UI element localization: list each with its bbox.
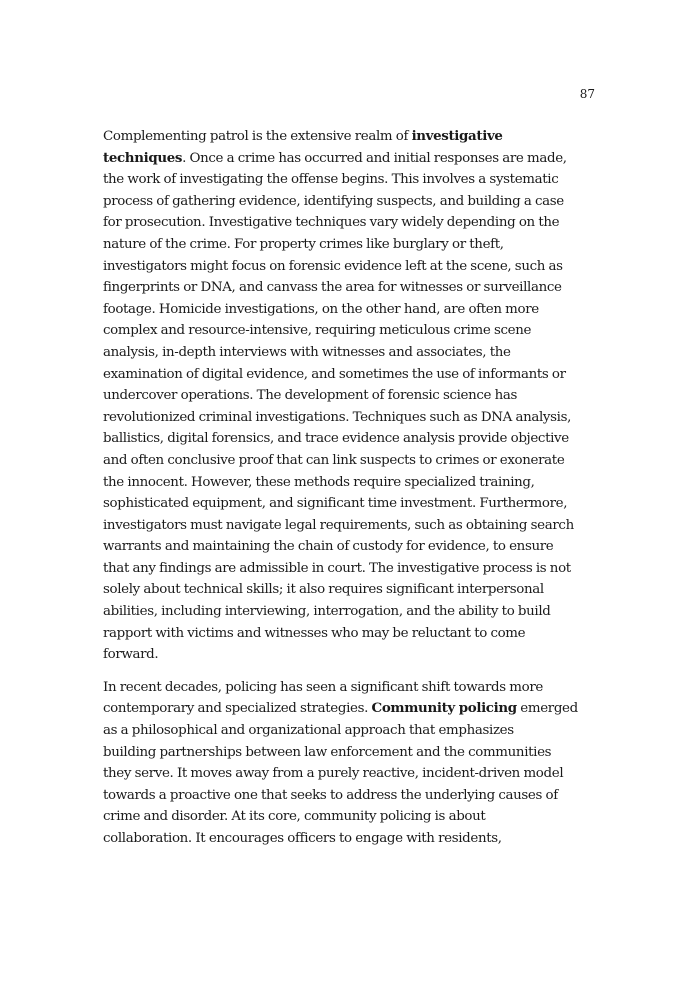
- text-line: [103, 515, 600, 537]
- text-line: [103, 806, 600, 828]
- text-segment: the innocent. However, these methods require specialized training,: [103, 474, 535, 490]
- text-segment: collaboration. It encourages officers to engage with residents,: [103, 831, 502, 846]
- text-line: [103, 558, 600, 580]
- text-line: [103, 763, 600, 785]
- text-line: [103, 342, 600, 364]
- text-line: [103, 785, 600, 807]
- text-segment: emerged: [516, 701, 578, 717]
- text-segment: investigators must navigate legal requirements, such as obtaining search: [103, 517, 574, 533]
- text-segment: undercover operations. The development of forensic science has: [103, 388, 518, 404]
- text-segment: as a philosophical and organizational approach that emphasizes: [103, 723, 514, 739]
- text-line: [103, 428, 600, 450]
- text-line: [103, 320, 600, 342]
- bold-term: investigative: [411, 128, 503, 144]
- text-segment: towards a proactive one that seeks to address the underlying causes of: [103, 787, 558, 803]
- text-line: [103, 742, 600, 764]
- text-segment: investigators might focus on forensic evidence left at the scene, such as: [103, 258, 563, 274]
- text-line: [103, 698, 600, 720]
- text-segment: revolutionized criminal investigations. Techniques such as DNA analysis,: [103, 409, 572, 425]
- text-segment: Complementing patrol is the extensive realm of: [103, 129, 412, 144]
- text-line: [103, 148, 600, 170]
- text-line: [103, 720, 600, 742]
- text-line: [103, 407, 600, 429]
- text-segment: analysis, in-depth interviews with witnesses and associates, the: [103, 344, 511, 360]
- text-line: [103, 677, 600, 699]
- paragraph: [103, 677, 600, 850]
- text-line: [103, 385, 600, 407]
- text-segment: forward.: [103, 647, 159, 663]
- text-segment: warrants and maintaining the chain of custody for evidence, to ensure: [103, 539, 554, 555]
- page-number: 87: [579, 87, 595, 101]
- text-line: [103, 472, 600, 494]
- text-segment: solely about technical skills; it also requires significant interpersonal: [103, 582, 544, 598]
- text-segment: rapport with victims and witnesses who may be reluctant to come: [103, 625, 526, 641]
- text-line: [103, 493, 600, 515]
- text-segment: ballistics, digital forensics, and trace evidence analysis provide objective: [103, 431, 569, 447]
- text-line: [103, 644, 600, 666]
- text-segment: that any findings are admissible in court. The investigative process is not: [103, 560, 571, 576]
- text-line: [103, 277, 600, 299]
- text-line: [103, 256, 600, 278]
- text-line: [103, 601, 600, 623]
- text-segment: fingerprints or DNA, and canvass the area for witnesses or surveillance: [103, 280, 562, 296]
- text-line: [103, 623, 600, 645]
- text-line: [103, 299, 600, 321]
- bold-term: Community policing: [371, 700, 517, 717]
- text-line: [103, 234, 600, 256]
- paragraph: [103, 126, 600, 666]
- text-segment: . Once a crime has occurred and initial responses are made,: [182, 150, 567, 166]
- text-segment: In recent decades, policing has seen a significant shift towards more: [103, 679, 543, 695]
- text-segment: crime and disorder. At its core, community policing is about: [103, 809, 486, 825]
- text-line: [103, 828, 600, 850]
- text-line: [103, 536, 600, 558]
- text-segment: building partnerships between law enforcement and the communities: [103, 744, 552, 760]
- text-line: [103, 450, 600, 472]
- text-segment: complex and resource-intensive, requiring meticulous crime scene: [103, 323, 532, 339]
- text-segment: they serve. It moves away from a purely reactive, incident-driven model: [103, 766, 564, 782]
- text-segment: contemporary and specialized strategies.: [103, 701, 372, 717]
- text-line: [103, 212, 600, 234]
- text-segment: process of gathering evidence, identifying suspects, and building a case: [103, 193, 564, 209]
- text-line: [103, 579, 600, 601]
- text-segment: sophisticated equipment, and significant time investment. Furthermore,: [103, 496, 568, 512]
- text-line: [103, 191, 600, 213]
- text-segment: nature of the crime. For property crimes like burglary or theft,: [103, 236, 504, 252]
- text-segment: for prosecution. Investigative techniques vary widely depending on the: [103, 215, 560, 231]
- text-line: [103, 126, 600, 148]
- text-line: [103, 169, 600, 191]
- text-segment: and often conclusive proof that can link suspects to crimes or exonerate: [103, 452, 565, 468]
- text-segment: footage. Homicide investigations, on the other hand, are often more: [103, 301, 539, 317]
- text-segment: examination of digital evidence, and sometimes the use of informants or: [103, 366, 566, 382]
- text-segment: abilities, including interviewing, interrogation, and the ability to build: [103, 604, 551, 620]
- text-line: [103, 364, 600, 386]
- body-text: [103, 126, 600, 850]
- bold-term: techniques: [103, 149, 183, 166]
- text-segment: the work of investigating the offense begins. This involves a systematic: [103, 172, 559, 188]
